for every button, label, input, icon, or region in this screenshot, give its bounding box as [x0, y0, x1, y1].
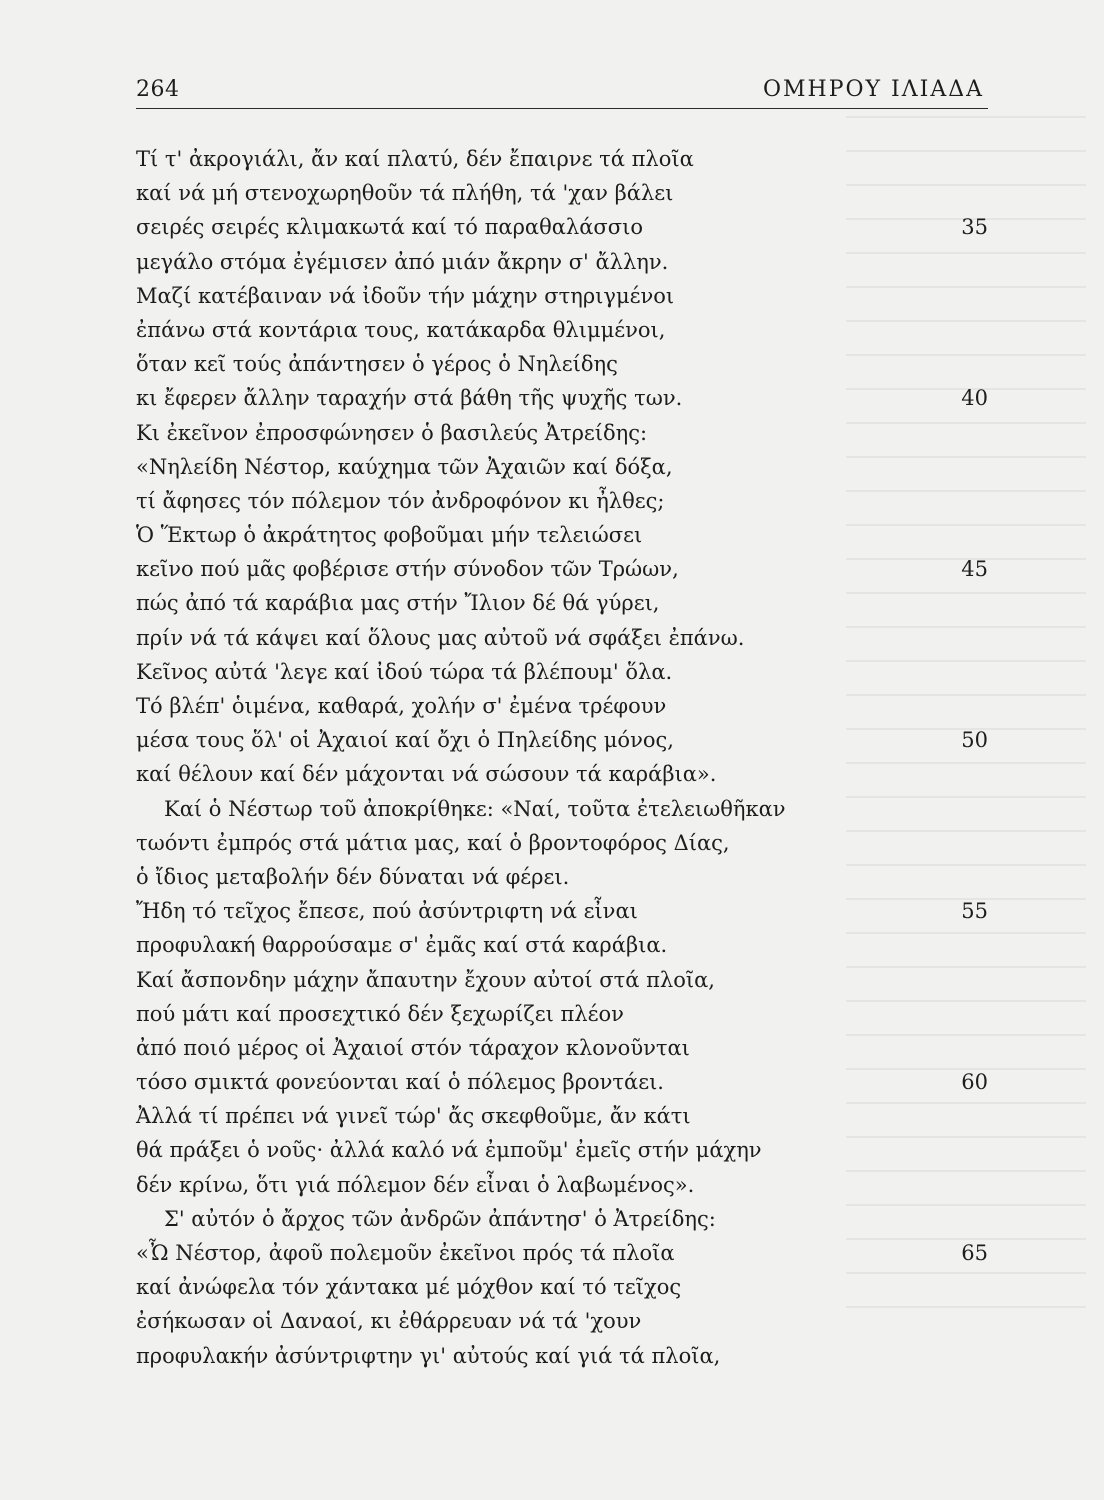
verse-line [136, 313, 988, 347]
verse-line [136, 450, 988, 484]
verse-line-text: καί ἀνώφελα τόν χάντακα μέ μόχθον καί τό τεῖχος [136, 1275, 682, 1300]
verse-line [136, 586, 988, 620]
verse-line-text: πώς ἀπό τά καράβια μας στήν Ἴλιον δέ θά γύρει, [136, 591, 660, 616]
verse-line-text: Κι ἐκεῖνον ἐπροσφώνησεν ὁ βασιλεύς Ἀτρείδης: [136, 420, 648, 445]
verse-line-text: καί νά μή στενοχωρηθοῦν τά πλήθη, τά 'χαν βάλει [136, 181, 674, 206]
line-number: 40 [961, 386, 988, 411]
verse-line-text: Ἀλλά τί πρέπει νά γινεῖ τώρ' ἄς σκεφθοῦμε, ἄν κάτι [136, 1104, 691, 1129]
verse-line-text: θά πράξει ὁ νοῦς· ἀλλά καλό νά ἐμποῦμ' ἐμεῖς στήν μάχην [136, 1138, 762, 1163]
verse-line [136, 1236, 988, 1270]
verse-line [136, 1339, 988, 1373]
verse-line-text: μεγάλο στόμα ἐγέμισεν ἀπό μιάν ἄκρην σ' ἄλλην. [136, 249, 669, 274]
verse-line [136, 484, 988, 518]
verse-line [136, 1133, 988, 1167]
verse-line-text: κεῖνο πού μᾶς φοβέρισε στήν σύνοδον τῶν Τρώων, [136, 557, 679, 582]
verse-line-text: Καί ἄσπονδην μάχην ἄπαυτην ἔχουν αὐτοί στά πλοῖα, [136, 967, 715, 992]
line-number: 60 [961, 1070, 988, 1095]
verse-line-text: σειρές σειρές κλιμακωτά καί τό παραθαλάσσιο [136, 215, 643, 240]
verse-line-text: κι ἔφερεν ἄλλην ταραχήν στά βάθη τῆς ψυχῆς των. [136, 386, 683, 411]
verse-line [136, 723, 988, 757]
line-number: 45 [961, 557, 988, 582]
running-head [136, 66, 984, 102]
verse-line [136, 518, 988, 552]
verse-line-text: πρίν νά τά κάψει καί ὅλους μας αὐτοῦ νά σφάξει ἐπάνω. [136, 625, 745, 650]
verse-line [136, 279, 988, 313]
verse-line [136, 1270, 988, 1304]
verse-line [136, 176, 988, 210]
header-rule [136, 108, 988, 109]
verse-line-text: καί θέλουν καί δέν μάχονται νά σώσουν τά καράβια». [136, 762, 717, 787]
verse-line-text: δέν κρίνω, ὅτι γιά πόλεμον δέν εἶναι ὁ λαβωμένος». [136, 1172, 695, 1197]
verse-line-text: πού μάτι καί προσεχτικό δέν ξεχωρίζει πλέον [136, 1001, 624, 1026]
verse-line-text: «Νηλείδη Νέστορ, καύχημα τῶν Ἀχαιῶν καί δόξα, [136, 454, 673, 479]
verse-line [136, 142, 988, 176]
verse-line [136, 963, 988, 997]
verse-line [136, 928, 988, 962]
verse-line-text: «Ὦ Νέστορ, ἀφοῦ πολεμοῦν ἐκεῖνοι πρός τά πλοῖα [136, 1241, 675, 1265]
verse-line-text: ὁ ἴδιος μεταβολήν δέν δύναται νά φέρει. [136, 864, 570, 889]
verse-line-text: ὅταν κεῖ τούς ἀπάντησεν ὁ γέρος ὁ Νηλείδης [136, 352, 618, 377]
verse-line [136, 1065, 988, 1099]
verse-line [136, 621, 988, 655]
verse-line-text: τωόντι ἐμπρός στά μάτια μας, καί ὁ βροντοφόρος Δίας, [136, 830, 730, 855]
verse-text-block [136, 142, 988, 1373]
verse-line [136, 1304, 988, 1338]
verse-line [136, 1202, 988, 1236]
verse-line [136, 689, 988, 723]
verse-line-text: Τό βλέπ' ὁιμένα, καθαρά, χολήν σ' ἐμένα τρέφουν [136, 694, 667, 718]
verse-line [136, 1099, 988, 1133]
verse-line-text: προφυλακήν ἀσύντριφτην γι' αὐτούς καί γιά τά πλοῖα, [136, 1343, 721, 1368]
book-title: ΟΜΗΡΟΥ ΙΛΙΑΔΑ [762, 77, 984, 102]
line-number: 50 [961, 728, 988, 753]
line-number: 65 [961, 1241, 988, 1265]
verse-line-text: Μαζί κατέβαιναν νά ἰδοῦν τήν μάχην στηριγμένοι [136, 283, 675, 308]
verse-line [136, 245, 988, 279]
line-number: 55 [961, 899, 988, 924]
verse-line [136, 347, 988, 381]
verse-line-text: Ὁ Ἕκτωρ ὁ ἀκράτητος φοβοῦμαι μήν τελειώσει [136, 523, 643, 548]
verse-line-text: ἐπάνω στά κοντάρια τους, κατάκαρδα θλιμμένοι, [136, 317, 666, 342]
verse-line [136, 792, 988, 826]
verse-line-text: τί ἄφησες τόν πόλεμον τόν ἀνδροφόνον κι ἦλθες; [136, 488, 665, 513]
verse-line [136, 894, 988, 928]
verse-line [136, 826, 988, 860]
line-number: 35 [961, 215, 988, 240]
verse-line [136, 210, 988, 244]
verse-line-text: τόσο σμικτά φονεύονται καί ὁ πόλεμος βροντάει. [136, 1070, 664, 1095]
verse-line-text: Κεῖνος αὐτά 'λεγε καί ἰδού τώρα τά βλέπουμ' ὅλα. [136, 659, 673, 684]
verse-line-text: ἀπό ποιό μέρος οἱ Ἀχαιοί στόν τάραχον κλονοῦνται [136, 1035, 690, 1060]
verse-line [136, 757, 988, 791]
verse-line [136, 860, 988, 894]
verse-line-text: Καί ὁ Νέστωρ τοῦ ἀποκρίθηκε: «Ναί, τοῦτα ἐτελειωθῆκαν [164, 796, 786, 821]
verse-line [136, 552, 988, 586]
verse-line [136, 416, 988, 450]
verse-line-text: Σ' αὐτόν ὁ ἄρχος τῶν ἀνδρῶν ἀπάντησ' ὁ Ἀτρείδης: [164, 1206, 716, 1231]
verse-line-text: μέσα τους ὅλ' οἱ Ἀχαιοί καί ὄχι ὁ Πηλείδης μόνος, [136, 728, 674, 753]
verse-line [136, 1168, 988, 1202]
verse-line-text: προφυλακή θαρρούσαμε σ' ἐμᾶς καί στά καράβια. [136, 933, 668, 958]
verse-line [136, 381, 988, 415]
verse-line-text: ἐσήκωσαν οἱ Δαναοί, κι ἐθάρρευαν νά τά 'χουν [136, 1309, 642, 1334]
verse-line-text: Ἤδη τό τεῖχος ἔπεσε, πού ἀσύντριφτη νά εἶναι [136, 899, 638, 924]
verse-line [136, 997, 988, 1031]
verse-line [136, 1031, 988, 1065]
page-number: 264 [136, 77, 180, 102]
verse-line-text: Τί τ' ἀκρογιάλι, ἄν καί πλατύ, δέν ἔπαιρνε τά πλοῖα [136, 147, 694, 171]
verse-line [136, 655, 988, 689]
